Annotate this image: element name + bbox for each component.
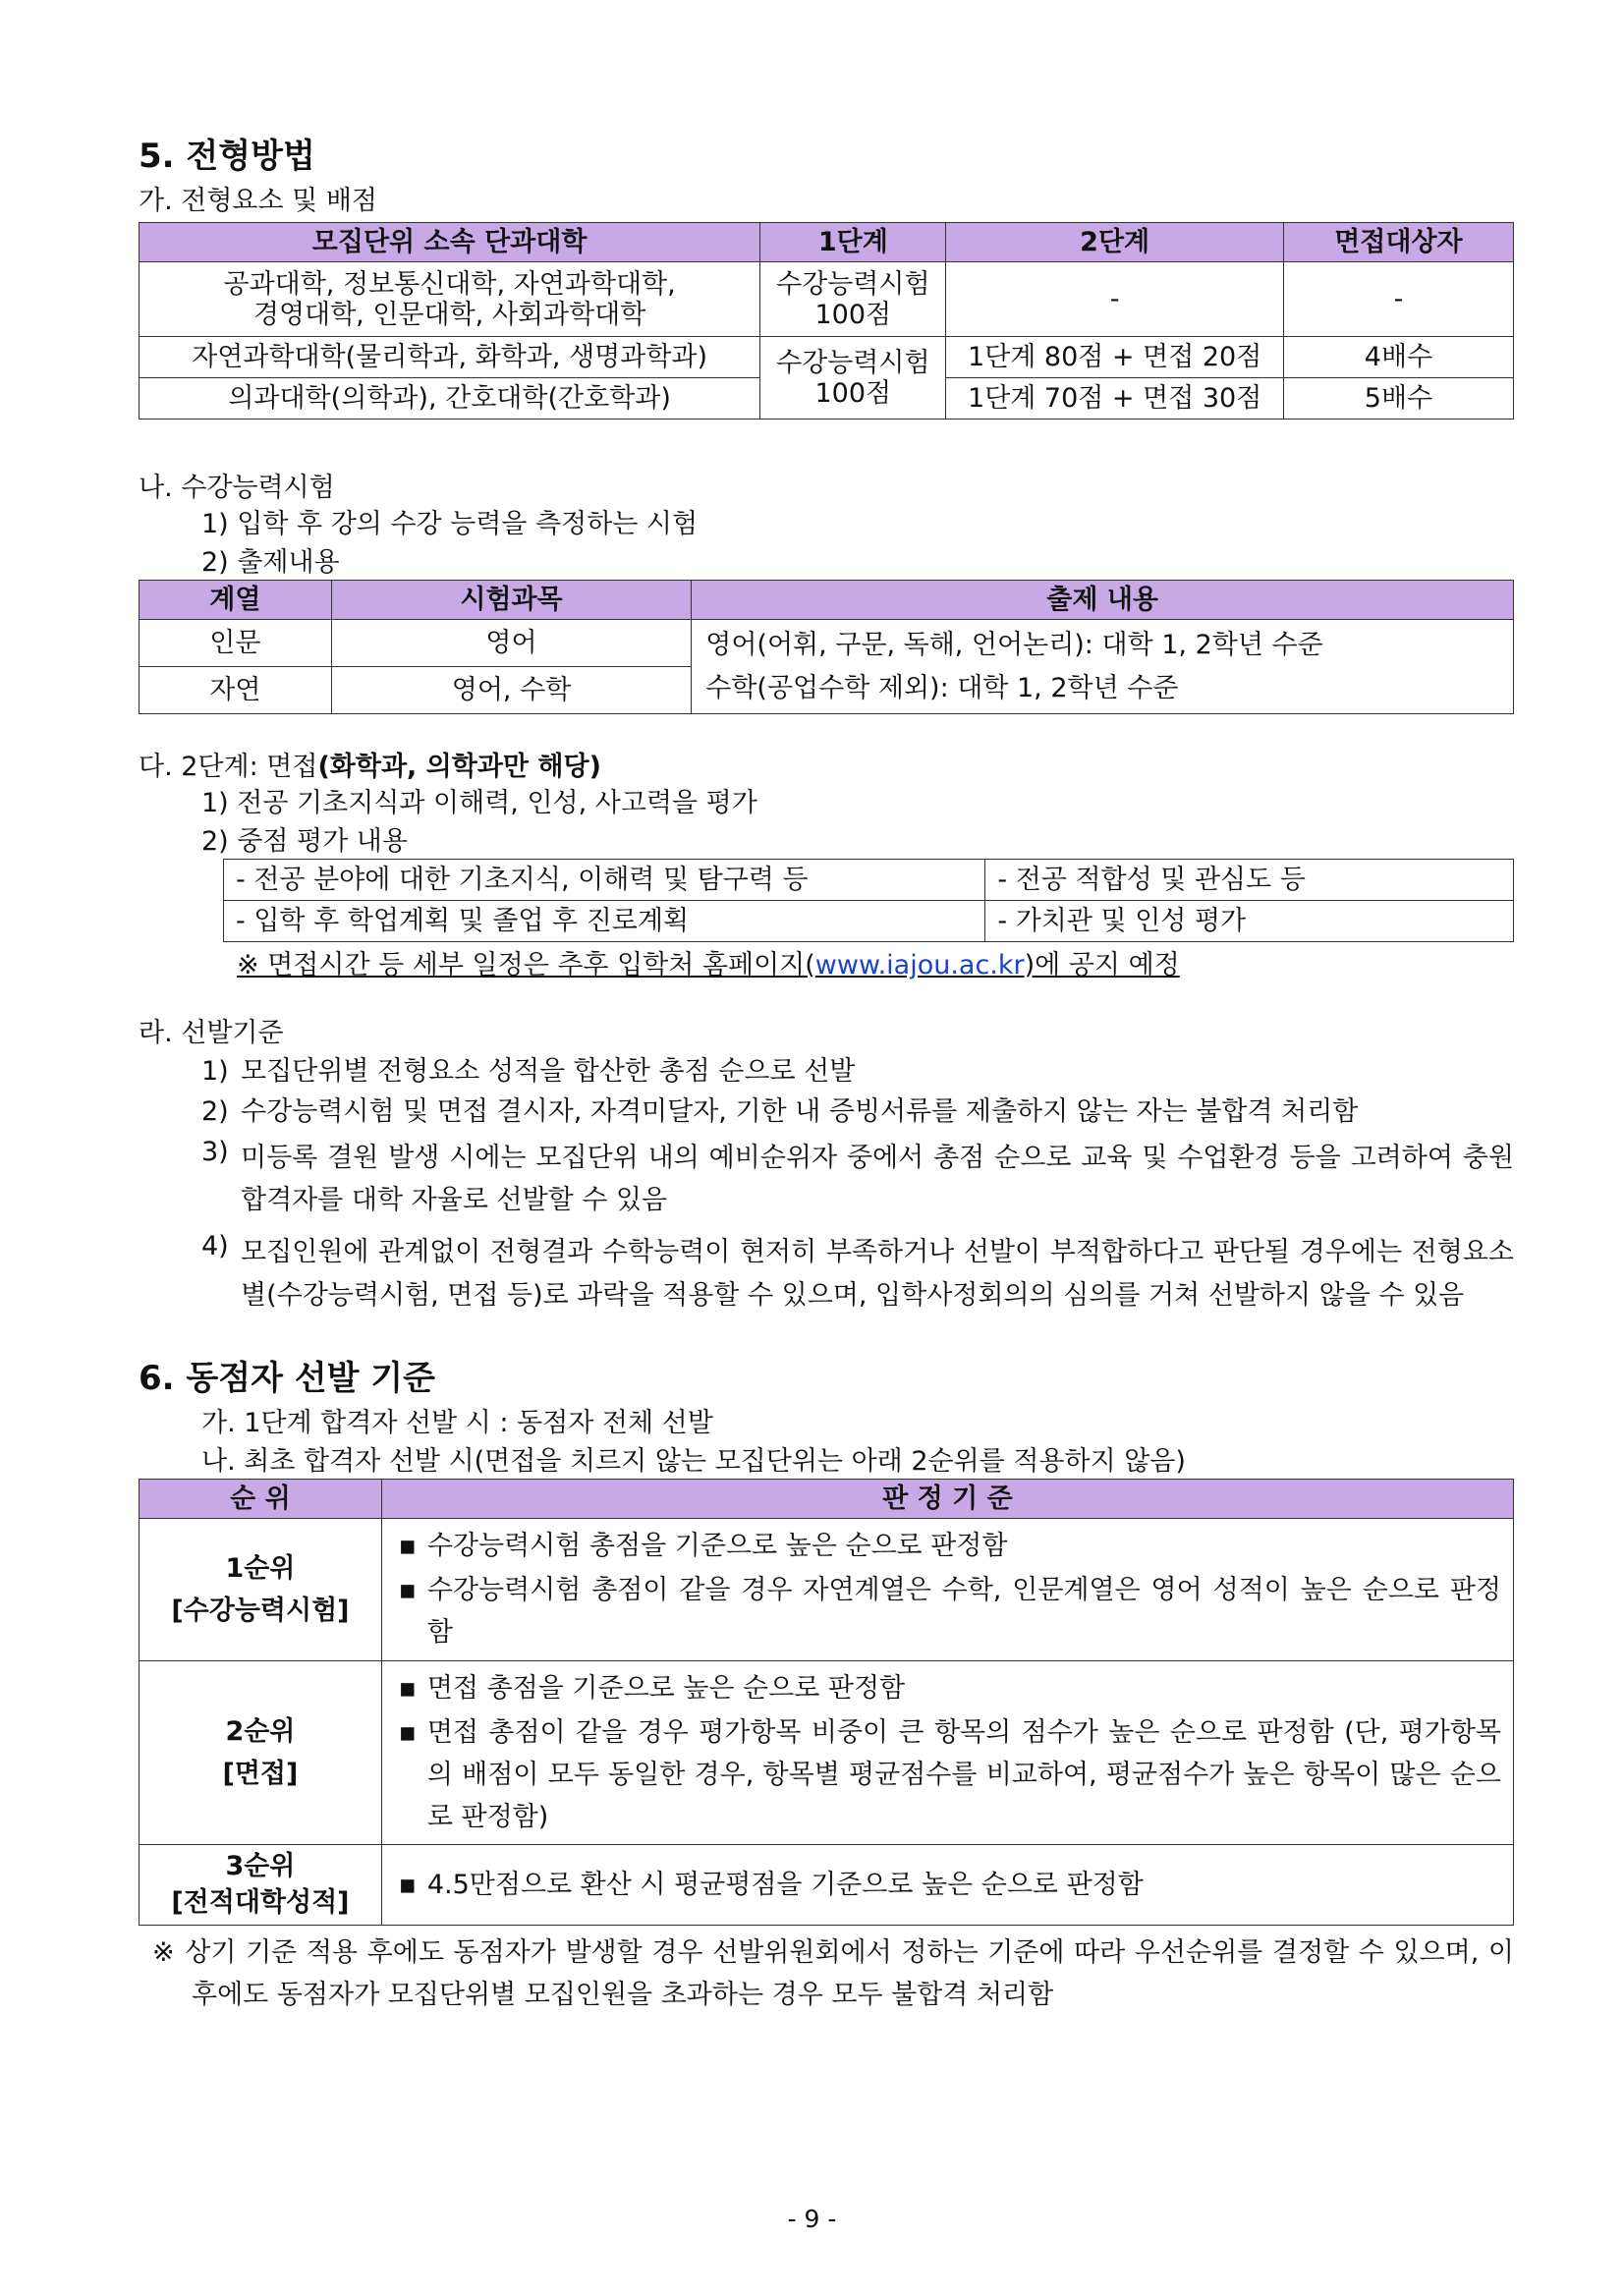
section5c-item1: 1) 전공 기초지식과 이해력, 인성, 사고력을 평가 bbox=[201, 787, 757, 818]
selection-criteria-list bbox=[201, 1056, 1514, 1316]
list-number: 3) bbox=[201, 1137, 229, 1168]
bullet-icon: ▪ bbox=[398, 1716, 417, 1748]
table-header: 2단계 bbox=[946, 223, 1283, 262]
section5b-item1: 1) 입학 후 강의 수강 능력을 측정하는 시험 bbox=[201, 509, 699, 540]
exam-content-line: 영어(어휘, 구문, 독해, 언어논리): 대학 1, 2학년 수준 bbox=[705, 630, 1323, 661]
criteria-bullet bbox=[388, 1667, 1501, 1709]
criteria-text: 수강능력시험 총점이 같을 경우 자연계열은 수학, 인문계열은 영어 성적이 높은 순으로 판정함 bbox=[426, 1575, 1501, 1649]
tie-break-note-text: ※ 상기 기준 적용 후에도 동점자가 발생할 경우 선발위원회에서 정하는 기준에 따라 우선순위를 결정할 수 있으며, 이후에도 동점자가 모집단위별 모집인원을 초과하는 경우 모두 불합격 처리함 bbox=[152, 1937, 1514, 2011]
rank-sublabel: [전적대학성적] bbox=[171, 1886, 350, 1918]
table-cell: 수강능력시험 100점 bbox=[760, 337, 946, 420]
rank-label: 2순위 bbox=[225, 1715, 296, 1747]
criteria-bullet bbox=[388, 1870, 1501, 1900]
interview-schedule-note bbox=[237, 950, 1514, 980]
table-cell: - 가치관 및 인성 평가 bbox=[985, 900, 1514, 941]
list-number: 1) bbox=[201, 1055, 229, 1087]
list-item bbox=[201, 1096, 1514, 1127]
rank-cell bbox=[140, 1519, 382, 1661]
note-suffix: )에 공지 예정 bbox=[1024, 949, 1180, 980]
note-prefix: ※ 면접시간 등 세부 일정은 추후 입학처 홈페이지( bbox=[237, 949, 815, 980]
rank-label: 3순위 bbox=[225, 1851, 296, 1882]
table-cell: 5배수 bbox=[1283, 378, 1513, 420]
criteria-bullet bbox=[388, 1711, 1501, 1839]
tie-break-note bbox=[152, 1932, 1514, 2016]
criteria-text: 면접 총점이 같을 경우 평가항목 비중이 큰 항목의 점수가 높은 순으로 판정함 (단, 평가항목의 배점이 모두 동일한 경우, 항목별 평균점수를 비교하여, 평균점수가 높은 항목이 많은 순으로 판정함) bbox=[426, 1716, 1501, 1833]
rank-cell bbox=[140, 1660, 382, 1845]
table-cell: - 전공 분야에 대한 기초지식, 이해력 및 탐구력 등 bbox=[224, 859, 985, 900]
page-content bbox=[139, 138, 1514, 2017]
admissions-link[interactable]: www.iajou.ac.kr bbox=[814, 949, 1025, 980]
table-cell: 1단계 70점 + 면접 30점 bbox=[946, 378, 1283, 420]
table-cell: - 전공 적합성 및 관심도 등 bbox=[985, 859, 1514, 900]
section5c-title bbox=[139, 752, 1514, 782]
table-cell: 공과대학, 정보통신대학, 자연과학대학, 경영대학, 인문대학, 사회과학대학 bbox=[140, 262, 760, 337]
bullet-icon: ▪ bbox=[398, 1575, 417, 1606]
section5b-title: 나. 수강능력시험 bbox=[139, 473, 335, 504]
table-header: 출제 내용 bbox=[692, 581, 1514, 620]
table-header: 판 정 기 준 bbox=[381, 1480, 1513, 1519]
section5b-item2: 2) 출제내용 bbox=[201, 547, 340, 579]
rank-cell bbox=[140, 1845, 382, 1926]
criteria-text: 4.5만점으로 환산 시 평균평점을 기준으로 높은 순으로 판정함 bbox=[426, 1870, 1144, 1901]
table-header: 1단계 bbox=[760, 223, 946, 262]
list-text: 모집인원에 관계없이 전형결과 수학능력이 현저히 부족하거나 선발이 부적합하다고 판단될 경우에는 전형요소별(수강능력시험, 면접 등)로 과락을 적용할 수 있으며, 입학사정회의의 심의를 거쳐 선발하지 않을 수 있음 bbox=[241, 1237, 1514, 1311]
criteria-bullet bbox=[388, 1569, 1501, 1653]
table-cell: 영어 bbox=[331, 620, 692, 667]
criteria-cell bbox=[381, 1845, 1513, 1926]
list-number: 2) bbox=[201, 1096, 229, 1128]
table-cell: 1단계 80점 + 면접 20점 bbox=[946, 337, 1283, 378]
table-cell: 의과대학(의학과), 간호대학(간호학과) bbox=[140, 378, 760, 420]
exam-content-line: 수학(공업수학 제외): 대학 1, 2학년 수준 bbox=[705, 672, 1179, 703]
table-cell: - bbox=[1283, 262, 1513, 337]
rank-sublabel: [면접] bbox=[222, 1759, 299, 1789]
section5a-title: 가. 전형요소 및 배점 bbox=[139, 186, 377, 217]
table-cell: 4배수 bbox=[1283, 337, 1513, 378]
selection-elements-table bbox=[139, 222, 1514, 420]
section5c-item2: 2) 중점 평가 내용 bbox=[201, 825, 408, 857]
table-cell: 자연 bbox=[140, 667, 332, 714]
criteria-text: 면접 총점을 기준으로 높은 순으로 판정함 bbox=[426, 1672, 906, 1704]
table-cell: 영어, 수학 bbox=[331, 667, 692, 714]
table-cell: - 입학 후 학업계획 및 졸업 후 진로계획 bbox=[224, 900, 985, 941]
bullet-icon: ▪ bbox=[398, 1531, 417, 1562]
bullet-icon: ▪ bbox=[398, 1672, 417, 1704]
criteria-cell bbox=[381, 1519, 1513, 1661]
list-text: 미등록 결원 발생 시에는 모집단위 내의 예비순위자 중에서 총점 순으로 교육 및 수업환경 등을 고려하여 충원합격자를 대학 자율로 선발할 수 있음 bbox=[241, 1143, 1514, 1216]
list-text: 수강능력시험 및 면접 결시자, 자격미달자, 기한 내 증빙서류를 제출하지 않는 자는 불합격 처리함 bbox=[241, 1096, 1359, 1128]
criteria-bullet bbox=[388, 1525, 1501, 1567]
list-item bbox=[201, 1231, 1514, 1316]
table-header: 면접대상자 bbox=[1283, 223, 1513, 262]
rank-label: 1순위 bbox=[225, 1552, 296, 1584]
rank-sublabel: [수강능력시험] bbox=[171, 1595, 350, 1626]
criteria-cell bbox=[381, 1660, 1513, 1845]
list-item bbox=[201, 1056, 1514, 1087]
table-header: 시험과목 bbox=[331, 581, 692, 620]
list-number: 4) bbox=[201, 1231, 229, 1262]
section6b: 나. 최초 합격자 선발 시(면접을 치르지 않는 모집단위는 아래 2순위를 적용하지 않음) bbox=[201, 1445, 1186, 1477]
table-header: 계열 bbox=[140, 581, 332, 620]
section5c-title-bold: (화학과, 의학과만 해당) bbox=[317, 751, 601, 782]
list-item bbox=[201, 1137, 1514, 1221]
section5d-title: 라. 선발기준 bbox=[139, 1017, 284, 1048]
list-text: 모집단위별 전형요소 성적을 합산한 총점 순으로 선발 bbox=[241, 1055, 856, 1087]
table-header: 순 위 bbox=[140, 1480, 382, 1519]
exam-content-table bbox=[139, 580, 1514, 713]
section6a: 가. 1단계 합격자 선발 시 : 동점자 전체 선발 bbox=[201, 1407, 713, 1438]
bullet-icon: ▪ bbox=[398, 1870, 417, 1901]
interview-focus-table bbox=[223, 859, 1514, 942]
section5-heading: 5. 전형방법 bbox=[139, 137, 315, 176]
table-cell: - bbox=[946, 262, 1283, 337]
criteria-text: 수강능력시험 총점을 기준으로 높은 순으로 판정함 bbox=[426, 1531, 1008, 1562]
table-cell: 수강능력시험 100점 bbox=[760, 262, 946, 337]
exam-content-cell bbox=[692, 620, 1514, 713]
tie-break-table bbox=[139, 1479, 1514, 1926]
table-cell: 자연과학대학(물리학과, 화학과, 생명과학과) bbox=[140, 337, 760, 378]
section5c-title-prefix: 다. 2단계: 면접 bbox=[139, 751, 318, 782]
section6-heading: 6. 동점자 선발 기준 bbox=[139, 1358, 435, 1398]
table-cell: 인문 bbox=[140, 620, 332, 667]
page-number: - 9 - bbox=[787, 2205, 837, 2233]
table-header: 모집단위 소속 단과대학 bbox=[140, 223, 760, 262]
